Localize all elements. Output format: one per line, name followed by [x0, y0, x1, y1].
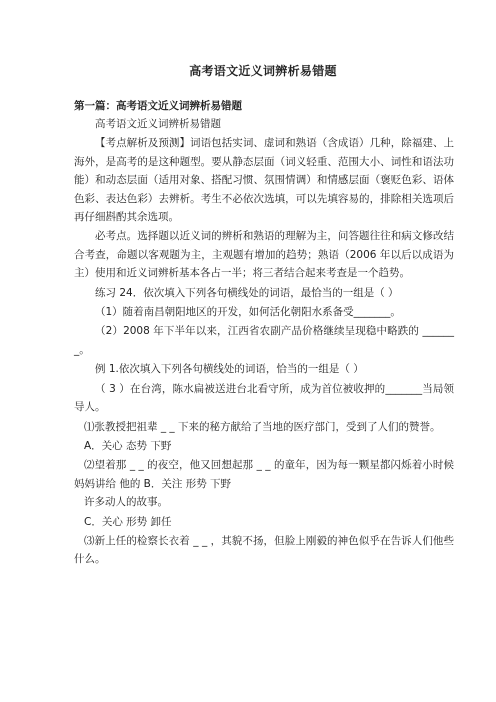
paragraph-option-c: C．关心 形势 卸任 — [84, 515, 172, 528]
section-heading: 第一篇：高考语文近义词辨析易错题 — [74, 100, 242, 112]
paragraph-example-1: 例 1.依次填入下列各句横线处的词语，恰当的一组是（ ） — [95, 363, 364, 376]
paragraph-question-1: ⑴张教授把祖辈 _ _ 下来的秘方献给了当地的医疗部门，受到了人们的赞誉。 — [84, 420, 441, 433]
paragraph-exam-point: 必考点。选择题以近义词的辨析和熟语的理解为主，问答题往往和病文修改结合考查，命题以客观题为主，主观题有增加的趋势；熟语（2006 年以后以成语为主）使用和近义词辨析基本各占一半；将三者结合起来考查是一个趋势。 — [74, 230, 454, 280]
document-title: 高考语文近义词辨析易错题 — [189, 64, 337, 78]
paragraph-question-2-continued: 许多动人的故事。 — [84, 496, 168, 509]
paragraph-question-3: ⑶新上任的检察长衣着 _ _ ，其貌不扬，但脸上刚毅的神色似乎在告诉人们他些什么。 — [74, 534, 454, 566]
paragraph-question-2: ⑵望着那 _ _ 的夜空，他又回想起那 _ _ 的童年，因为每一颗星都闪烁着小时候妈妈讲给 他的 B．关注 形势 下野 — [74, 459, 454, 490]
paragraph-analysis: 【考点解析及预测】词语包括实词、虚词和熟语（含成语）几种，除福建、上海外，是高考的是这种题型。要从静态层面（词义轻重、范围大小、词性和语法功能）和动态层面（适用对象、搭配习惯、氛围情调）和情感层面（褒贬色彩、语体色彩、表达色彩）去辨析。考生不必依次选填，可以先填容易的，排除相关选项后再仔细斟酌其余选项。 — [74, 137, 454, 224]
paragraph-item-3: （ 3 ）在台湾，陈水扁被送进台北看守所，成为首位被收押的_______当局领导人。 — [74, 382, 454, 414]
paragraph-subtitle: 高考语文近义词辨析易错题 — [95, 118, 221, 130]
paragraph-item-1: （1）随着南昌朝阳地区的开发，如何活化朝阳水系备受_______。 — [95, 306, 401, 319]
paragraph-item-2: （2）2008 年下半年以来，江西省农副产品价格继续呈现稳中略跌的 _______。 — [74, 325, 454, 356]
paragraph-option-a: A．关心 态势 下野 — [84, 439, 172, 452]
paragraph-exercise-24: 练习 24．依次填入下列各句横线处的词语，最恰当的一组是（ ） — [95, 286, 399, 299]
